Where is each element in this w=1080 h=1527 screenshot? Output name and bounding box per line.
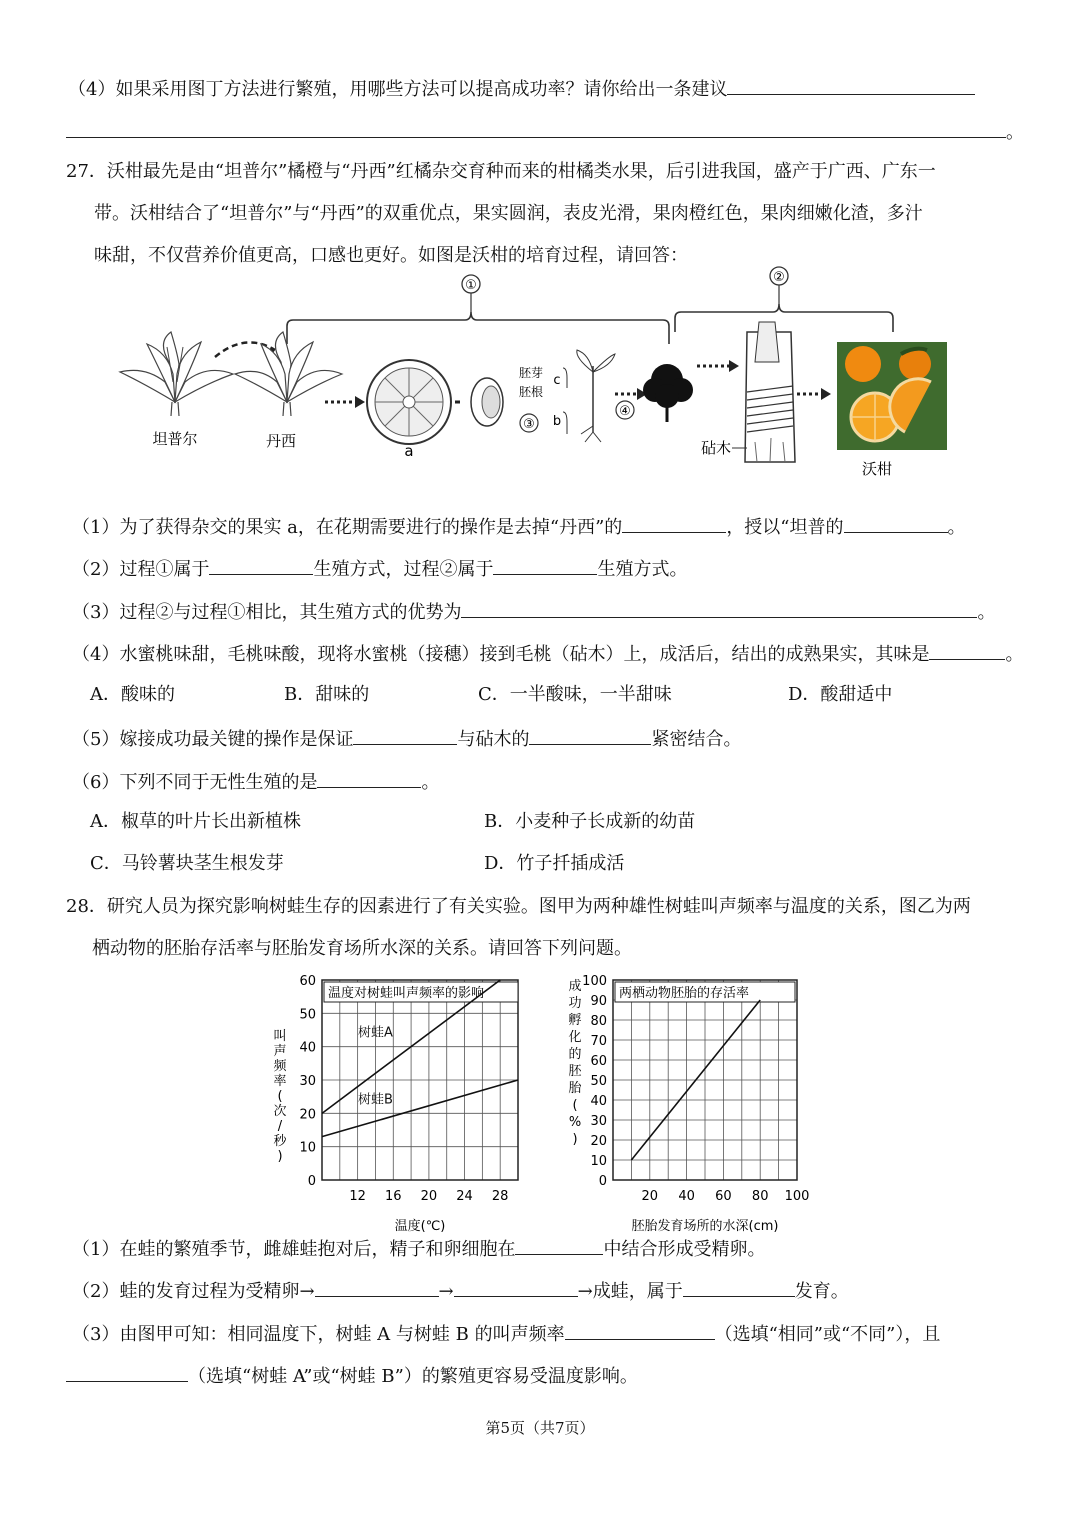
step-3-label: ③ <box>523 417 535 432</box>
answer-blank[interactable] <box>315 1278 439 1297</box>
y-tick-label: 40 <box>299 1040 316 1056</box>
series-line-2 <box>322 1080 518 1137</box>
y-tick-label: 0 <box>307 1174 316 1189</box>
y-tick-label: 40 <box>590 1094 607 1109</box>
period: 。 <box>947 517 966 538</box>
period: 。 <box>421 772 440 793</box>
q27-1-text-2: ，授以“坦普的 <box>726 517 844 538</box>
q28-3-line <box>72 1321 940 1346</box>
arrow-icon <box>797 388 831 400</box>
y-tick-label: 50 <box>299 1007 316 1023</box>
bracket-process-1 <box>287 275 669 344</box>
wogan-fruit-image <box>837 342 947 450</box>
q27-4-option-a[interactable]: A．酸味的 <box>90 684 175 705</box>
q28-intro-2: 栖动物的胚胎存活率与胚胎发育场所水深的关系。请回答下列问题。 <box>92 938 632 959</box>
page-footer: 第5页（共7页） <box>485 1419 595 1437</box>
chart-jia <box>255 972 545 1242</box>
q27-4-line <box>72 641 1023 666</box>
rootstock-graft-icon <box>745 322 795 462</box>
q27-1-line <box>72 514 966 539</box>
label-zhenmu: 砧木 <box>700 439 732 457</box>
q28-3-text-2: （选填“相同”或“不同”），且 <box>714 1324 941 1345</box>
arrow-text: → <box>438 1281 454 1302</box>
x-tick-label: 28 <box>491 1189 509 1204</box>
x-tick-label: 16 <box>384 1189 402 1204</box>
label-peiya: 胚芽 <box>518 366 544 380</box>
answer-blank[interactable] <box>209 556 313 575</box>
q27-6-option-a[interactable]: A．椒草的叶片长出新植株 <box>90 811 301 832</box>
q27-6-option-b[interactable]: B．小麦种子长成新的幼苗 <box>484 811 696 832</box>
q27-2-line <box>72 556 687 581</box>
answer-blank[interactable] <box>353 726 457 745</box>
x-tick-label: 20 <box>641 1189 659 1204</box>
y-tick-label: 20 <box>299 1107 316 1123</box>
label-a: a <box>404 442 414 460</box>
label-danxi: 丹西 <box>265 432 297 450</box>
q27-1-text: （1）为了获得杂交的果实 a，在花期需要进行的操作是去掉“丹西”的 <box>72 517 623 538</box>
q27-6-option-d[interactable]: D．竹子扦插成活 <box>484 853 625 874</box>
wogan-breeding-diagram <box>115 262 955 482</box>
y-tick-label: 80 <box>590 1014 607 1029</box>
fruit-a-icon <box>367 360 451 444</box>
chart-title: 两栖动物胚胎的存活率 <box>619 986 750 1001</box>
q27-6-option-c[interactable]: C．马铃薯块茎生根发芽 <box>90 853 284 874</box>
q28-1-line <box>72 1236 765 1261</box>
y-tick-label: 30 <box>590 1114 607 1129</box>
answer-blank[interactable] <box>454 1278 578 1297</box>
y-tick-label: 30 <box>299 1074 316 1089</box>
q28-2-text: （2）蛙的发育过程为受精卵→ <box>72 1281 315 1302</box>
label-b: b <box>552 414 562 429</box>
y-tick-label: 100 <box>582 974 607 989</box>
y-tick-label: 60 <box>590 1054 607 1069</box>
x-tick-label: 80 <box>751 1189 769 1204</box>
x-axis-label: 胚胎发育场所的水深(cm) <box>631 1219 779 1234</box>
q28-2-line <box>72 1278 849 1303</box>
step-2-label: ② <box>773 270 785 285</box>
answer-blank[interactable] <box>565 1321 715 1340</box>
q27-5-text-2: 与砧木的 <box>457 729 530 750</box>
label-tanpuer: 坦普尔 <box>152 430 198 448</box>
label-wogan: 沃柑 <box>861 460 893 478</box>
arrow-icon <box>325 396 365 408</box>
y-tick-label: 0 <box>598 1174 607 1189</box>
young-tree-icon <box>643 364 693 422</box>
answer-blank[interactable] <box>515 1236 603 1255</box>
x-tick-label: 20 <box>420 1189 438 1204</box>
answer-blank[interactable] <box>66 1363 188 1382</box>
answer-blank[interactable] <box>929 641 1005 660</box>
q28-3-text-3: （选填“树蛙 A”或“树蛙 B”）的繁殖更容易受温度影响。 <box>188 1366 638 1387</box>
y-tick-label: 10 <box>299 1140 316 1156</box>
seedling-icon <box>563 350 615 442</box>
q26-4-line <box>68 76 975 101</box>
q28-3-text: （3）由图甲可知：相同温度下，树蛙 A 与树蛙 B 的叫声频率 <box>72 1324 565 1345</box>
q27-6-line <box>72 769 439 794</box>
q28-intro-1: 28．研究人员为探究影响树蛙生存的因素进行了有关实验。图甲为两种雄性树蛙叫声频率与温度的关系，图乙为两 <box>66 896 971 917</box>
answer-blank[interactable] <box>493 556 597 575</box>
answer-blank[interactable] <box>622 514 726 533</box>
q27-2-text-2: 生殖方式，过程②属于 <box>313 559 494 580</box>
answer-blank[interactable] <box>66 119 1006 138</box>
y-tick-label: 90 <box>590 994 607 1009</box>
answer-blank[interactable] <box>529 726 651 745</box>
q27-4-option-b[interactable]: B．甜味的 <box>284 684 370 705</box>
x-tick-label: 12 <box>349 1189 366 1204</box>
q27-4-option-c[interactable]: C．一半酸味，一半甜味 <box>478 684 672 705</box>
q27-intro-2: 带。沃柑结合了“坦普尔”与“丹西”的双重优点，果实圆润，表皮光滑，果肉橙红色，果肉细嫩化渣，多汁 <box>94 203 923 224</box>
q27-3-text: （3）过程②与过程①相比，其生殖方式的优势为 <box>72 602 462 623</box>
tanpuer-flower-icon <box>120 332 233 416</box>
series-label: 树蛙B <box>357 1092 393 1108</box>
q27-intro-1: 27．沃柑最先是由“坦普尔”橘橙与“丹西”红橘杂交育种而来的柑橘类水果，后引进我国，盛产于广西、广东一 <box>66 161 936 182</box>
q27-3-line <box>72 599 995 624</box>
q28-1-text-2: 中结合形成受精卵。 <box>603 1239 766 1260</box>
q28-2-text-2: →成蛙，属于 <box>577 1281 683 1302</box>
y-axis-label: 叫声频率(次/秒) <box>273 1029 287 1164</box>
q27-6-text: （6）下列不同于无性生殖的是 <box>72 772 318 793</box>
answer-blank[interactable] <box>683 1278 795 1297</box>
x-tick-label: 60 <box>715 1189 732 1204</box>
y-tick-label: 20 <box>590 1134 607 1149</box>
answer-blank[interactable] <box>461 599 977 618</box>
x-tick-label: 24 <box>456 1189 473 1204</box>
arrow-icon <box>697 360 739 372</box>
q27-5-line <box>72 726 741 751</box>
q27-4-text: （4）水蜜桃味甜，毛桃味酸，现将水蜜桃（接穗）接到毛桃（砧木）上，成活后，结出的成熟果实，其味是 <box>72 644 930 665</box>
y-tick-label: 10 <box>590 1154 607 1169</box>
q28-1-text: （1）在蛙的繁殖季节，雌雄蛙抱对后，精子和卵细胞在 <box>72 1239 516 1260</box>
q27-4-option-d[interactable]: D．酸甜适中 <box>788 684 893 705</box>
answer-blank[interactable] <box>317 769 421 788</box>
seed-icon <box>471 378 503 426</box>
chart-title: 温度对树蛙叫声频率的影响 <box>328 986 485 1001</box>
q27-5-text: （5）嫁接成功最关键的操作是保证 <box>72 729 354 750</box>
period: 。 <box>1006 122 1024 143</box>
label-c: c <box>553 373 561 388</box>
x-tick-label: 40 <box>678 1189 695 1204</box>
q26-4-line2 <box>66 119 1024 144</box>
bracket-process-2 <box>675 267 893 332</box>
arrow-icon <box>615 388 647 400</box>
q27-2-text: （2）过程①属于 <box>72 559 210 580</box>
x-axis-label: 温度(℃) <box>394 1219 446 1234</box>
period: 。 <box>977 602 996 623</box>
q27-intro-3: 味甜，不仅营养价值更高，口感也更好。如图是沃柑的培育过程，请回答： <box>94 245 688 266</box>
label-peigen: 胚根 <box>518 385 544 399</box>
q27-5-text-3: 紧密结合。 <box>651 729 742 750</box>
answer-blank[interactable] <box>727 76 975 95</box>
x-tick-label: 100 <box>784 1189 810 1204</box>
chart-yi <box>555 972 825 1242</box>
y-tick-label: 70 <box>590 1034 607 1049</box>
step-1-label: ① <box>465 278 477 293</box>
q28-3-line2 <box>66 1363 638 1388</box>
q28-2-text-3: 发育。 <box>794 1281 849 1302</box>
answer-blank[interactable] <box>844 514 948 533</box>
period: 。 <box>1005 644 1024 665</box>
q27-2-text-3: 生殖方式。 <box>597 559 688 580</box>
y-tick-label: 50 <box>590 1074 607 1089</box>
y-axis-label: 成功孵化的胚胎( % ) <box>568 979 582 1147</box>
step-4-label: ④ <box>619 404 631 419</box>
series-label: 树蛙A <box>358 1025 393 1041</box>
q26-4-text: （4）如果采用图丁方法进行繁殖，用哪些方法可以提高成功率？请你给出一条建议 <box>68 79 728 100</box>
y-tick-label: 60 <box>299 974 316 989</box>
